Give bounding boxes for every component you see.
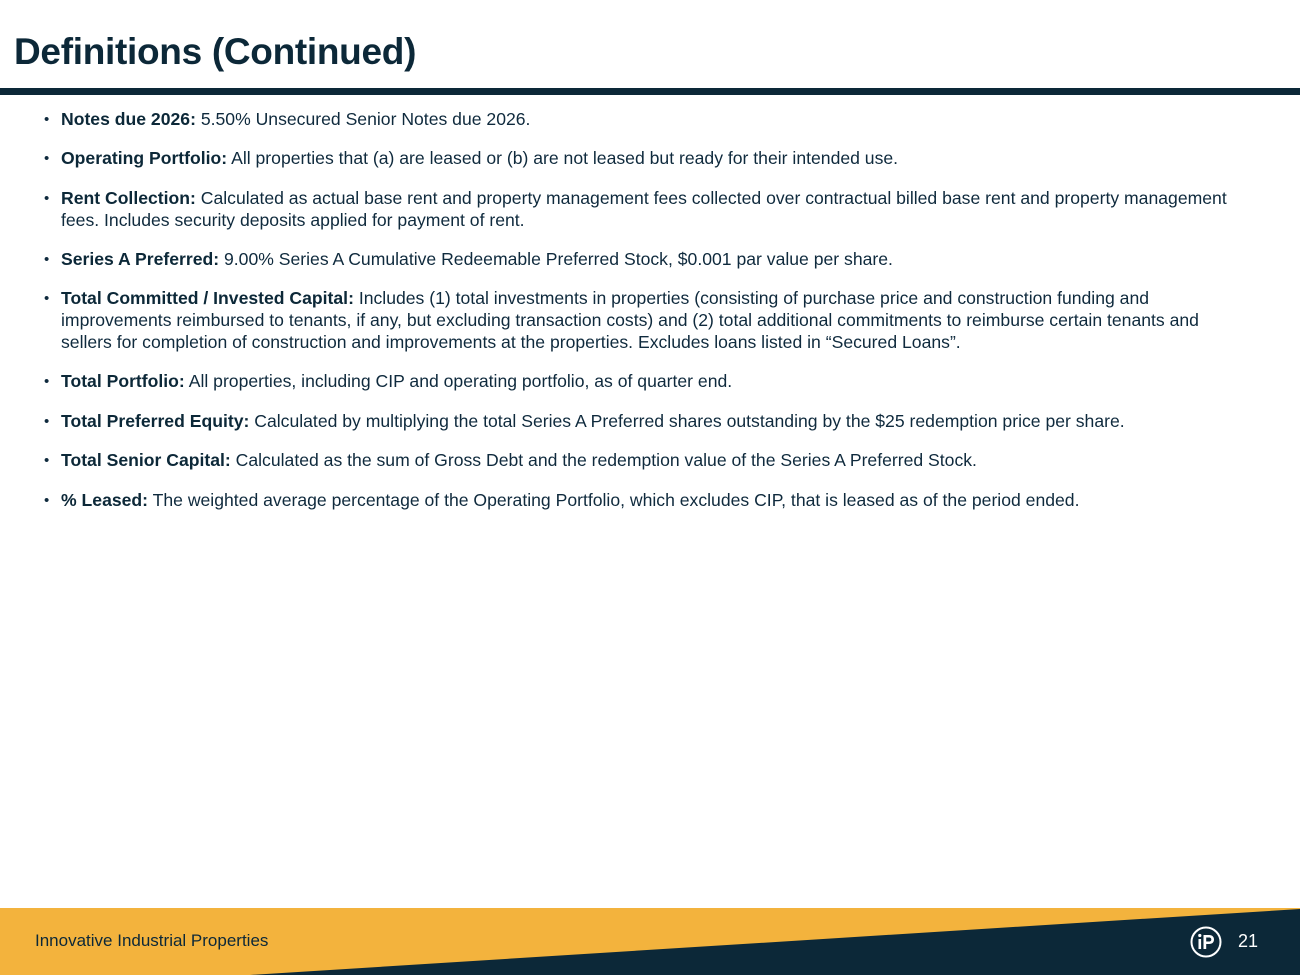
definition-term: Total Preferred Equity: [61, 410, 250, 431]
bullet-icon: • [44, 452, 50, 470]
definition-item [44, 490, 1240, 512]
definition-term: Total Portfolio: [61, 371, 185, 392]
definition-text: All properties that (a) are leased or (b) are not leased but ready for their intended use. [231, 148, 899, 169]
page-number: 21 [1238, 931, 1259, 951]
definition-term: Series A Preferred: [61, 248, 220, 269]
definition-text: Calculated by multiplying the total Series A Preferred shares outstanding by the $25 redemption price per share. [254, 410, 1125, 431]
page-title: Definitions (Continued) [14, 31, 417, 72]
definition-term: Notes due 2026: [61, 109, 196, 129]
definition-text: All properties, including CIP and operating portfolio, as of quarter end. [188, 371, 733, 392]
definition-term: Operating Portfolio: [61, 148, 228, 169]
iip-logo-icon [1190, 926, 1222, 958]
bullet-icon: • [44, 412, 50, 430]
bullet-icon: • [44, 373, 50, 391]
bullet-icon: • [44, 250, 50, 268]
definition-item [44, 411, 1240, 433]
definition-text: Calculated as the sum of Gross Debt and the redemption value of the Series A Preferred Stock. [235, 450, 977, 471]
title-divider [0, 88, 1300, 95]
definition-text: Calculated as actual base rent and property management fees collected over contractual billed base rent and property management fees. Includes security deposits applied for payment of rent. [61, 187, 1227, 230]
definition-text: The weighted average percentage of the Operating Portfolio, which excludes CIP, that is leased as of the period ended. [152, 489, 1080, 510]
definition-item [44, 249, 1240, 271]
bullet-icon: • [44, 150, 50, 168]
definition-text: 9.00% Series A Cumulative Redeemable Preferred Stock, $0.001 par value per share. [224, 248, 893, 269]
definition-item [44, 371, 1240, 393]
bullet-icon: • [44, 290, 50, 308]
definition-item [44, 450, 1240, 472]
bullet-icon: • [44, 491, 50, 509]
definition-item [44, 109, 1240, 131]
definition-term: Total Committed / Invested Capital: [61, 288, 354, 309]
definition-item [44, 188, 1240, 232]
definition-text: Includes (1) total investments in properties (consisting of purchase price and construction funding and improvements reimbursed to tenants, if any, but excluding transaction costs) and (2) total additional commitments to reimburse certain tenants and sellers for completion of construction and improvements at the properties. Excludes loans listed in “Secured Loans”. [61, 288, 1199, 352]
bullet-icon: • [44, 189, 50, 207]
definitions-list [44, 109, 1240, 529]
definition-item [44, 288, 1240, 353]
definition-term: Total Senior Capital: [61, 450, 231, 471]
footer-company-name: Innovative Industrial Properties [35, 931, 269, 950]
definition-item [44, 148, 1240, 170]
bullet-icon: • [44, 111, 50, 128]
definition-term: Rent Collection: [61, 187, 196, 208]
definition-text: 5.50% Unsecured Senior Notes due 2026. [200, 109, 531, 129]
definition-term: % Leased: [61, 489, 149, 510]
